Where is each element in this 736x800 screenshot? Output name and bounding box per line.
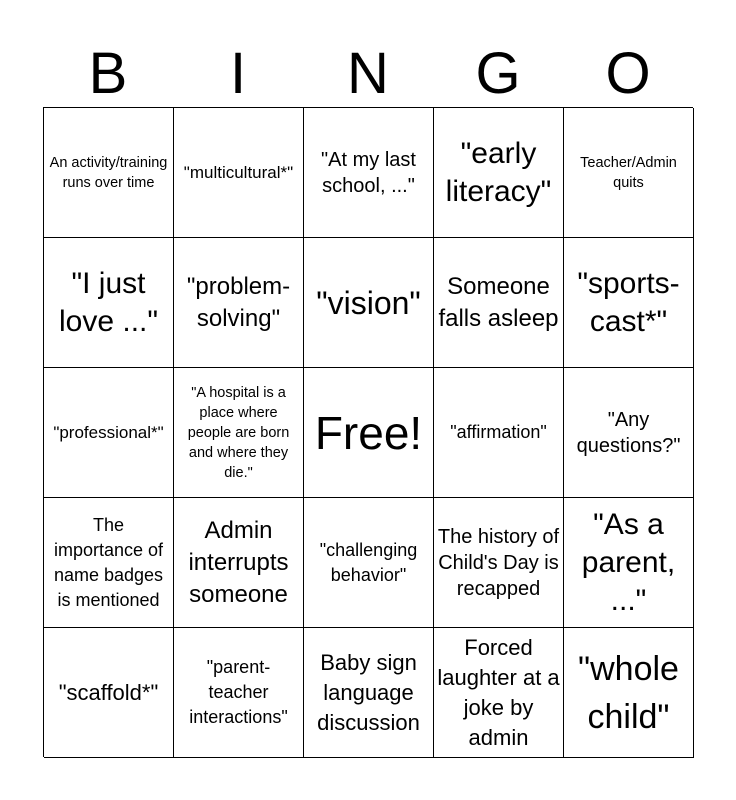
- cell-text: Forced laughter at a joke by admin: [437, 634, 560, 750]
- free-space-cell[interactable]: [304, 368, 434, 498]
- header-letter-g: G: [475, 41, 521, 106]
- cell-text: "problem-solving": [186, 272, 291, 332]
- bingo-cell[interactable]: [564, 238, 694, 368]
- bingo-cell[interactable]: [174, 498, 304, 628]
- bingo-cell[interactable]: [434, 498, 564, 628]
- bingo-cell[interactable]: [434, 238, 564, 368]
- cell-text: "challenging behavior": [319, 539, 418, 585]
- header-letter-b: B: [88, 41, 128, 106]
- cell-text: "vision": [316, 284, 421, 321]
- bingo-cell[interactable]: [304, 108, 434, 238]
- bingo-cell[interactable]: [44, 368, 174, 498]
- cell-text: "affirmation": [450, 422, 547, 442]
- cell-text: "At my last school, ...": [321, 148, 416, 197]
- cell-text: "As a parent, ...": [581, 507, 676, 617]
- bingo-cell[interactable]: [174, 108, 304, 238]
- bingo-cell[interactable]: [564, 498, 694, 628]
- header-letter-i: I: [229, 41, 247, 106]
- bingo-card-grid: [43, 107, 693, 757]
- bingo-cell[interactable]: [44, 108, 174, 238]
- bingo-cell[interactable]: [44, 238, 174, 368]
- cell-text: "I just love ...": [58, 266, 159, 338]
- bingo-cell[interactable]: [174, 628, 304, 758]
- bingo-cell[interactable]: [434, 628, 564, 758]
- cell-text: The history of Child's Day is recapped: [437, 525, 560, 600]
- cell-text: "sports-cast*": [577, 266, 680, 338]
- bingo-cell[interactable]: [44, 628, 174, 758]
- header-letter-n: N: [347, 41, 389, 106]
- cell-text: Admin interrupts someone: [188, 516, 289, 608]
- header-letter-o: O: [605, 41, 651, 106]
- bingo-header: [43, 41, 693, 106]
- cell-text: "multicultural*": [183, 163, 294, 182]
- cell-text: "Any questions?": [576, 408, 681, 457]
- cell-text: "scaffold*": [58, 679, 159, 705]
- cell-text: An activity/training runs over time: [49, 154, 168, 191]
- cell-text: "early literacy": [445, 136, 552, 208]
- bingo-cell[interactable]: [304, 238, 434, 368]
- cell-text: "professional*": [53, 423, 164, 442]
- cell-text: "A hospital is a place where people are born and where they die.": [187, 384, 290, 481]
- bingo-cell[interactable]: [44, 498, 174, 628]
- bingo-cell[interactable]: [174, 368, 304, 498]
- bingo-cell[interactable]: [174, 238, 304, 368]
- bingo-cell[interactable]: [564, 108, 694, 238]
- cell-text: "parent-teacher interactions": [189, 657, 288, 727]
- free-space-text: Free!: [314, 406, 423, 459]
- bingo-cell[interactable]: [434, 108, 564, 238]
- bingo-cell[interactable]: [564, 628, 694, 758]
- bingo-cell[interactable]: [304, 628, 434, 758]
- bingo-cell[interactable]: [564, 368, 694, 498]
- cell-text: Someone falls asleep: [438, 272, 559, 332]
- cell-text: The importance of name badges is mentioned: [53, 514, 164, 610]
- cell-text: Baby sign language discussion: [317, 649, 420, 735]
- bingo-cell[interactable]: [304, 498, 434, 628]
- cell-text: Teacher/Admin quits: [580, 154, 677, 191]
- cell-text: "whole child": [578, 649, 679, 736]
- bingo-cell[interactable]: [434, 368, 564, 498]
